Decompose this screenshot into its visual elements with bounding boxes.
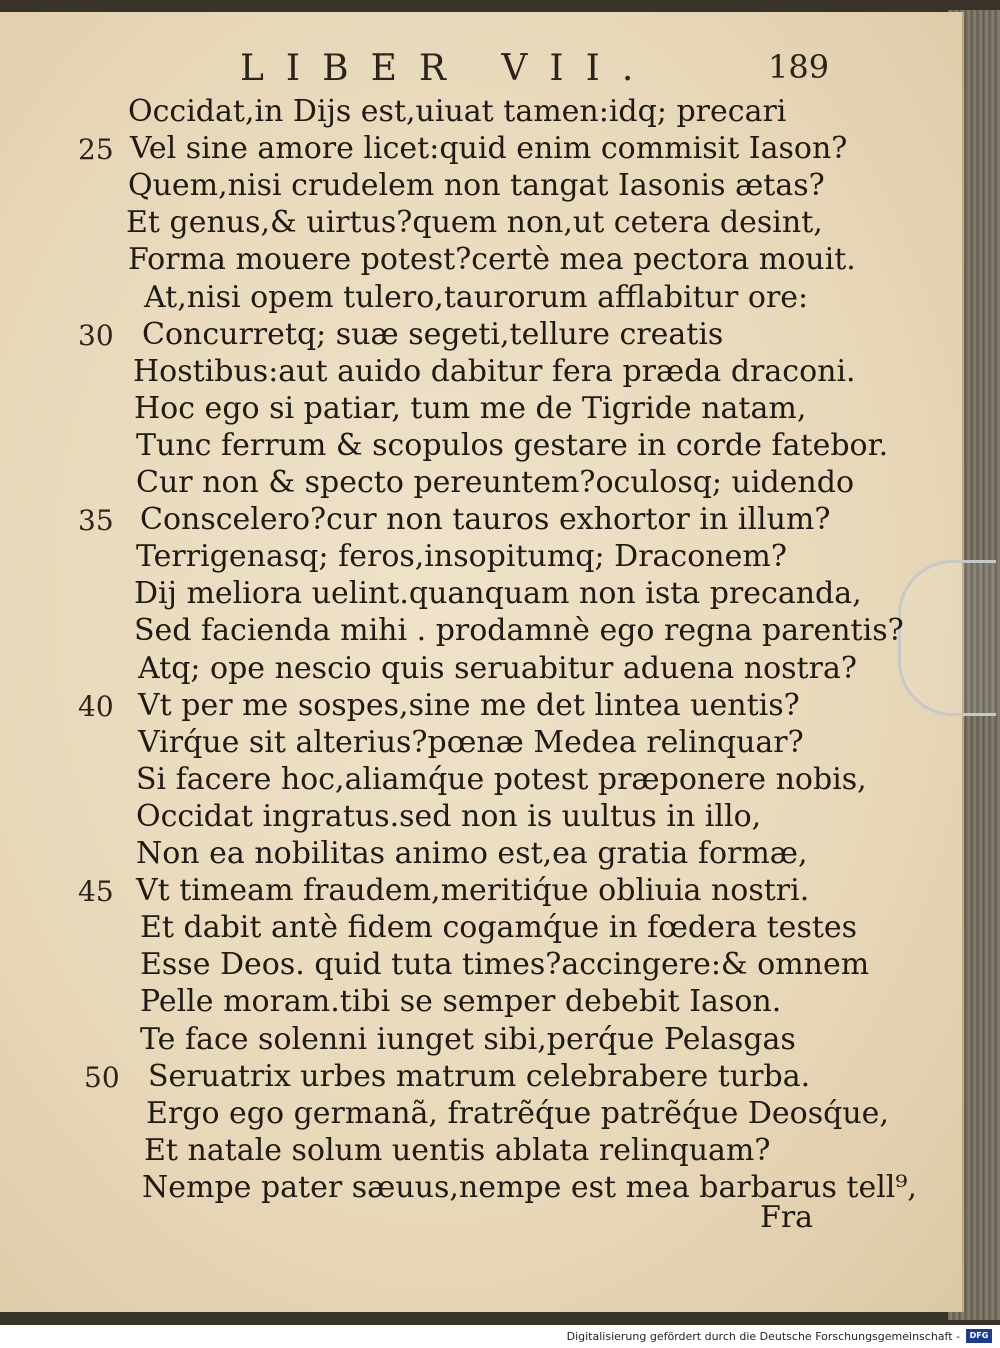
page-clip xyxy=(898,560,996,716)
verse-line: Quem,nisi crudelem non tangat Iasonis ætas? xyxy=(128,168,825,204)
line-number: 40 xyxy=(78,689,114,723)
verse-line: Et dabit antè fidem cogamq́ue in fœdera testes xyxy=(140,910,858,946)
dfg-logo: DFG xyxy=(966,1329,992,1343)
verse-line: Vt per me sospes,sine me det lintea uentis? xyxy=(138,687,800,723)
verse-line: Hoc ego si patiar, tum me de Tigride natam, xyxy=(134,390,807,426)
line-number: 30 xyxy=(78,318,114,352)
verse-line: Vel sine amore licet:quid enim commisit Iason? xyxy=(130,131,848,167)
verse-line: Esse Deos. quid tuta times?accingere:& omnem xyxy=(140,947,870,983)
page-header xyxy=(240,48,840,94)
catchword: Fra xyxy=(760,1200,814,1235)
verse-line: Vt timeam fraudem,meritiq́ue obliuia nostri. xyxy=(136,873,810,909)
page-number: 189 xyxy=(768,48,830,86)
verse-line: Sed facienda mihi . prodamnè ego regna parentis? xyxy=(134,613,904,649)
line-number: 45 xyxy=(78,875,114,909)
verse-line: Occidat ingratus.sed non is uultus in illo, xyxy=(136,798,762,834)
verse-line: Et natale solum uentis ablata relinquam? xyxy=(144,1132,771,1168)
verse-line: Si facere hoc,aliamq́ue potest præponere nobis, xyxy=(136,761,867,797)
verse-line: Te face solenni iunget sibi,perq́ue Pelasgas xyxy=(140,1021,796,1057)
verse-line: Virq́ue sit alterius?pœnæ Medea relinquar? xyxy=(138,724,804,760)
verse-line: Dij meliora uelint.quanquam non ista precanda, xyxy=(134,576,862,612)
verse-line: Pelle moram.tibi se semper debebit Iason. xyxy=(140,984,782,1020)
verse-line: At,nisi opem tulero,taurorum afflabitur ore: xyxy=(144,279,809,315)
verse-line: Ergo ego germanã, fratrẽq́ue patrẽq́ue Deosq́ue, xyxy=(146,1095,889,1131)
line-number: 25 xyxy=(78,133,114,167)
verse-line: Seruatrix urbes matrum celebrabere turba. xyxy=(148,1058,811,1094)
verse-line: Hostibus:aut auido dabitur fera præda draconi. xyxy=(133,353,856,389)
verse-line: Terrigenasq; feros,insopitumq; Draconem? xyxy=(136,539,787,575)
verse-line: Conscelero?cur non tauros exhortor in illum? xyxy=(140,502,831,538)
verse-line: Non ea nobilitas animo est,ea gratia formæ, xyxy=(136,836,808,871)
verse-line: Occidat,in Dijs est,uiuat tamen:idq; precari xyxy=(128,94,787,129)
running-title: LIBER VII. xyxy=(240,48,656,89)
verse-line: Nempe pater sæuus,nempe est mea barbarus tell⁹, xyxy=(142,1169,917,1205)
footer xyxy=(0,1325,1000,1348)
footer-credit: Digitalisierung gefördert durch die Deutsche Forschungsgemeinschaft - xyxy=(566,1330,960,1343)
line-number: 35 xyxy=(78,504,114,538)
verse-line: Cur non & specto pereuntem?oculosq; uidendo xyxy=(136,465,855,500)
verse-line: Et genus,& uirtus?quem non,ut cetera desint, xyxy=(126,205,823,241)
verse-line: Forma mouere potest?certè mea pectora mouit. xyxy=(128,242,856,278)
verse-line: Atq; ope nescio quis seruabitur aduena nostra? xyxy=(138,650,857,686)
line-number: 50 xyxy=(84,1060,120,1094)
verse-line: Tunc ferrum & scopulos gestare in corde fatebor. xyxy=(136,427,889,463)
verse-line: Concurretq; suæ segeti,tellure creatis xyxy=(142,316,724,352)
